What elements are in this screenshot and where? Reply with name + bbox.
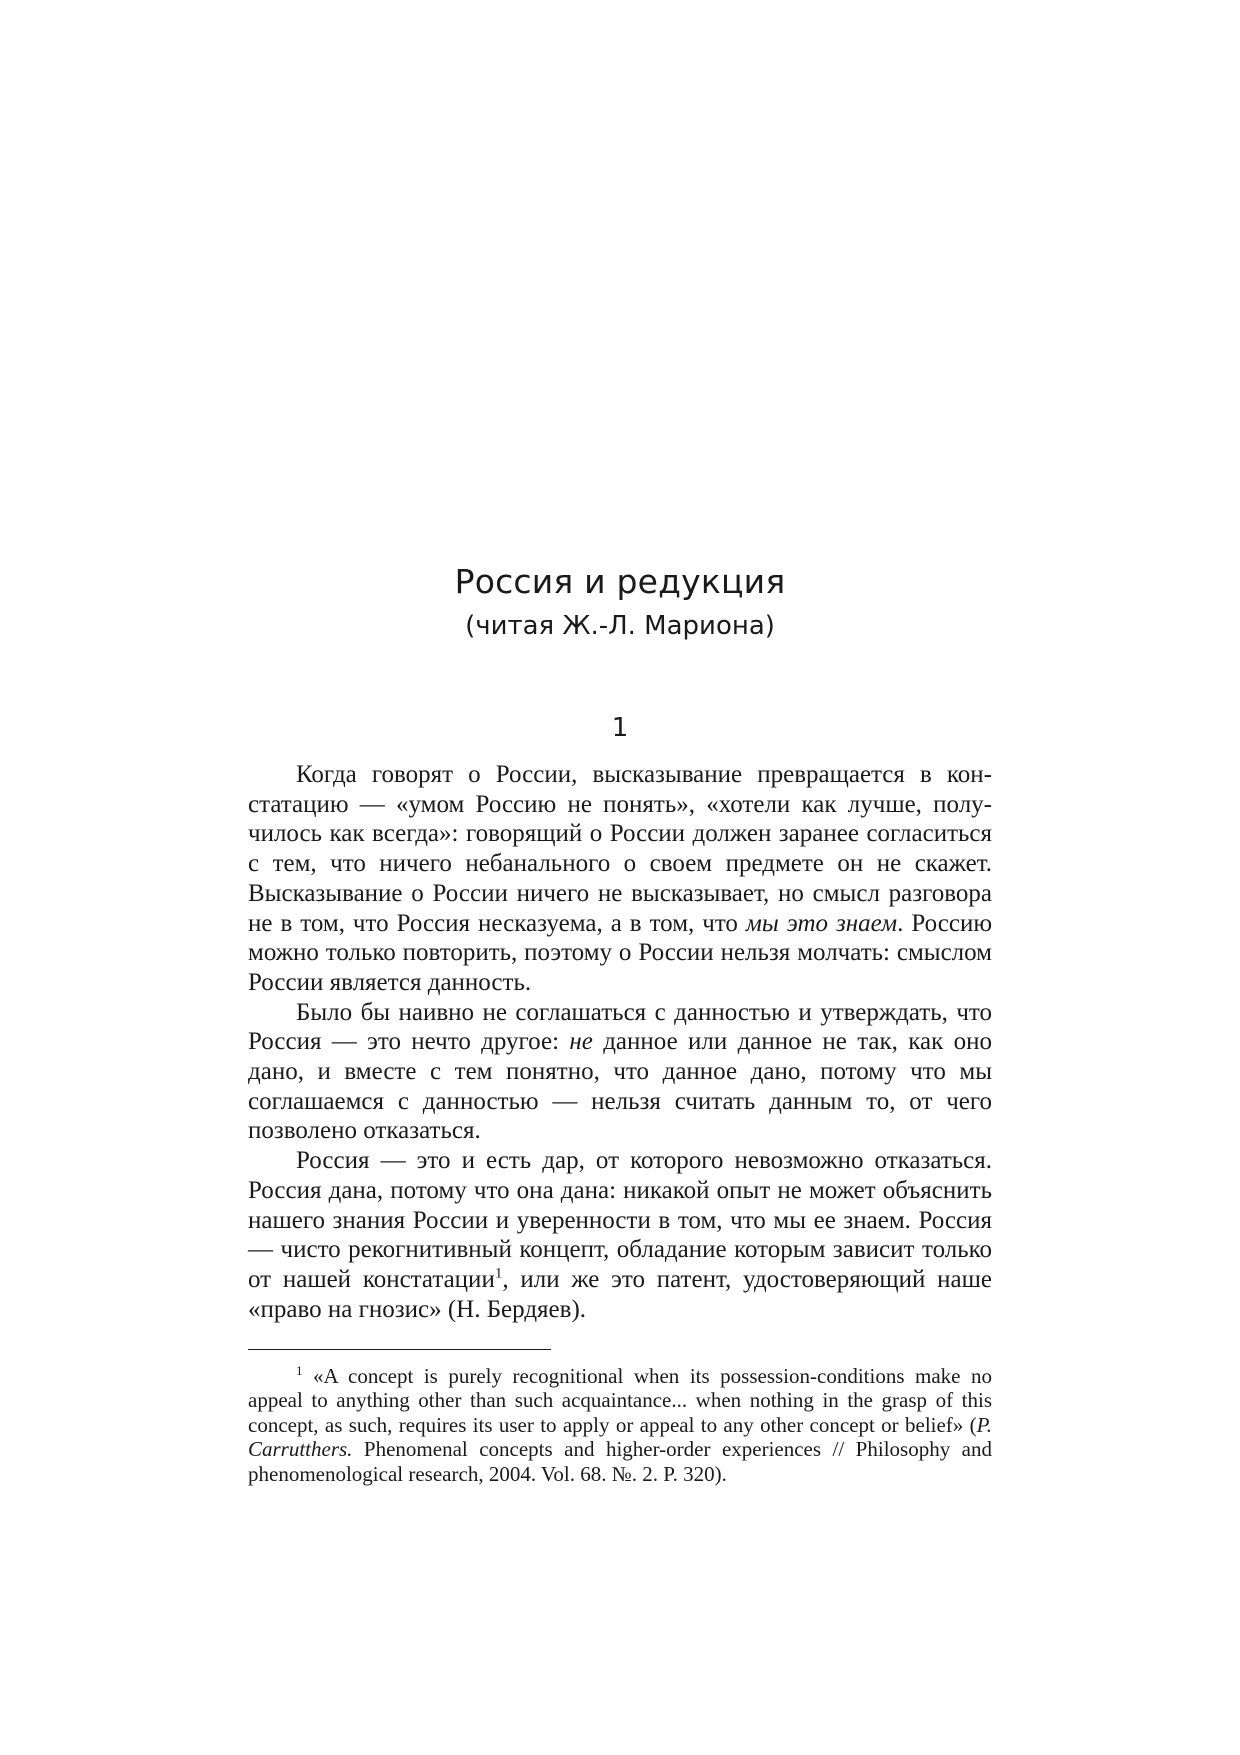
paragraph-1 <box>248 760 992 998</box>
footnote-text: Phenomenal concepts and higher-order experiences // Philosophy and phenomenological research, 2004. Vol. 68. №. 2. P. 320). <box>248 1437 992 1486</box>
chapter-subtitle: (читая Ж.-Л. Мариона) <box>465 611 775 641</box>
body-text <box>248 760 992 1324</box>
paragraph-text: Россия — это и есть дар, от которого невозможно отказаться. Россия дана, потому что она дана: никакой опыт не может объяснить нашего знания России и уверенности в том, что мы ее знаем. Россия — чисто рекогнитивный концепт, обладание которым зависит только от нашей констатации <box>248 1147 992 1293</box>
paragraph-text: данное или данное не так, как оно дано, и вместе с тем понятно, что данное дано, потому что мы соглашаемся с данностью — нельзя считать данным то, от чего позволено отказаться. <box>248 1028 992 1145</box>
paragraph-text: , или же это патент, удостоверяющий наше «право на гнозис» (Н. Бердяев). <box>248 1265 993 1323</box>
emphasis-text: мы это знаем <box>745 909 898 937</box>
footnote-divider <box>248 1349 551 1350</box>
paragraph-text: . Россию можно только повторить, поэтому о России нельзя молчать: смыслом России является данность. <box>248 909 993 996</box>
emphasis-text: не <box>569 1028 593 1056</box>
footnote-author: P. Carrutthers. <box>248 1412 992 1462</box>
section-number: 1 <box>611 713 629 743</box>
chapter-title: Россия и редукция <box>454 562 786 601</box>
paragraph-3 <box>248 1146 992 1324</box>
footnote <box>248 1364 992 1486</box>
paragraph-text: Было бы наивно не соглашаться с данностью и утверждать, что Россия — это нечто другое: <box>248 998 992 1056</box>
footnote-marker: 1 <box>296 1363 303 1378</box>
footnote-reference[interactable]: 1 <box>494 1265 503 1282</box>
footnote-text: «A concept is purely recognitional when its possession-conditions make no appeal to anything other than such acquaintance... when nothing in the grasp of this concept, as such, requires its user to apply or appeal to any other concept or belief» ( <box>248 1364 993 1437</box>
paragraph-text: Когда говорят о России, высказывание превращается в констатацию — «умом Россию не понять», «хотели как лучше, получилось как всегда»: говорящий о России должен заранее согласиться с тем, что ничего небанального о своем предмете он не скажет. Высказывание о России ничего не высказывает, но смысл разговора не в том, что Россия несказуема, а в том, что <box>248 761 992 937</box>
chapter-heading <box>248 562 992 644</box>
paragraph-2 <box>248 998 992 1147</box>
